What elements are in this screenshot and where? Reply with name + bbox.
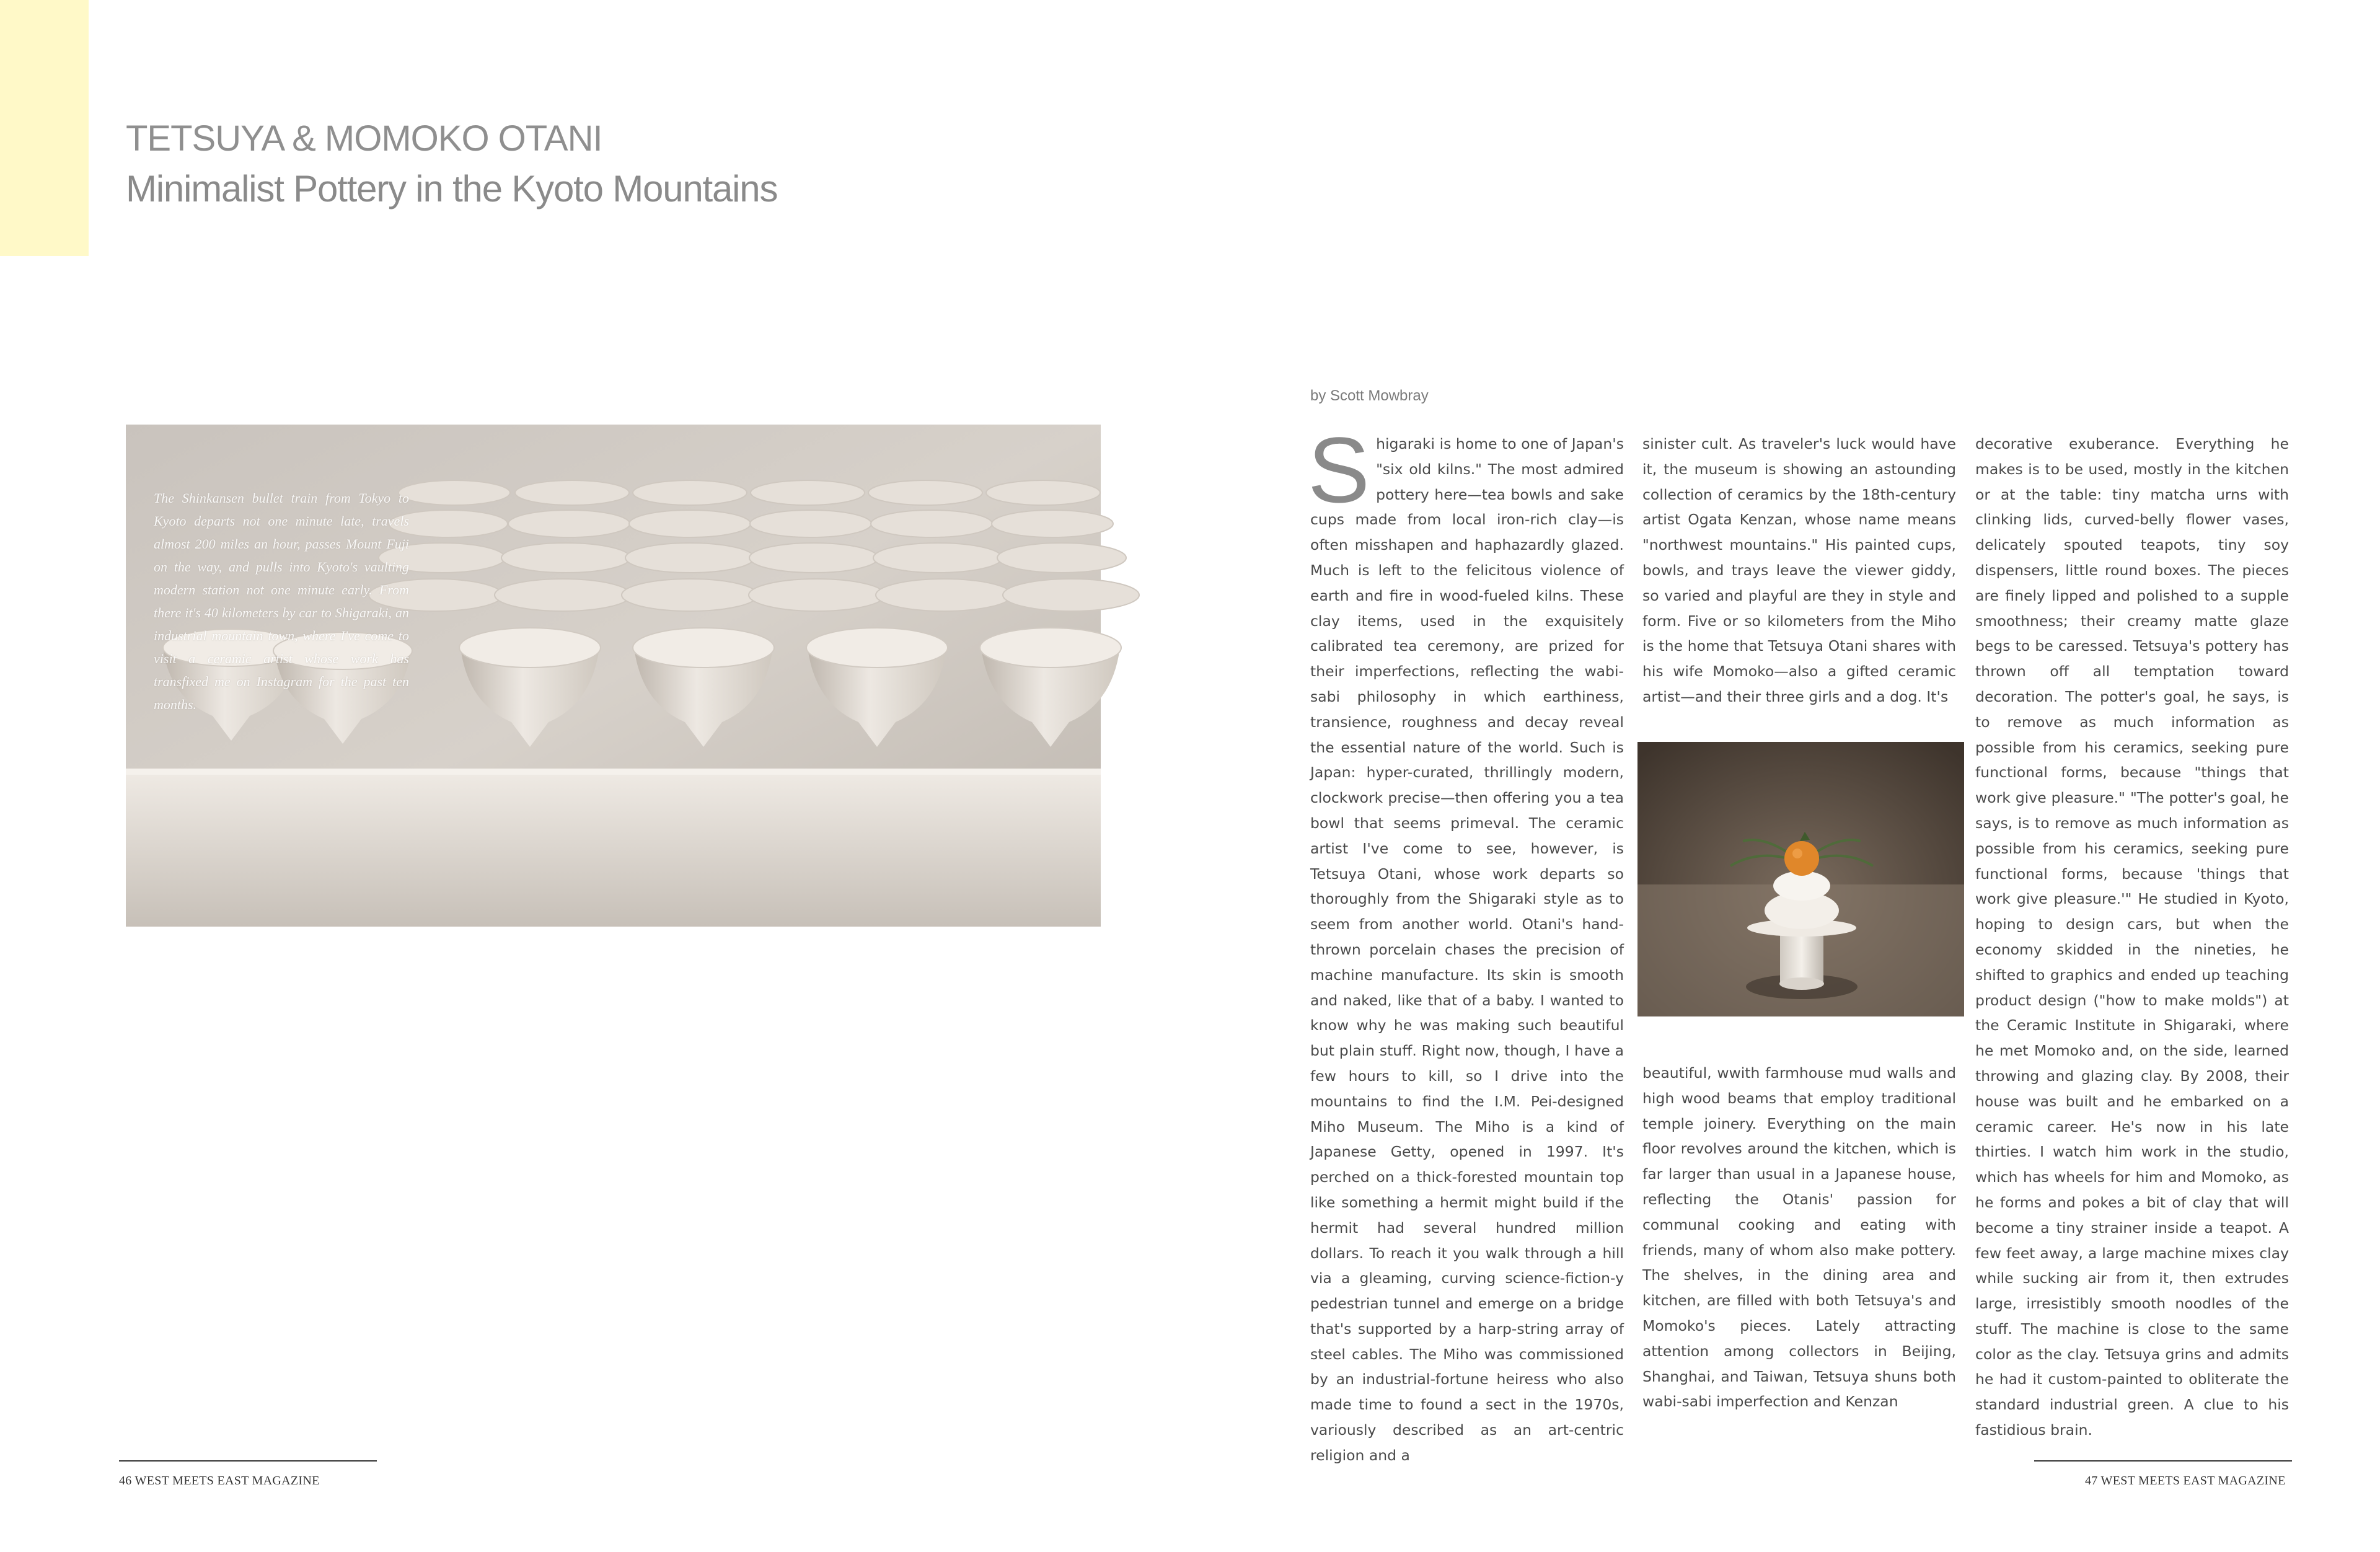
- body-text-col1: higaraki is home to one of Japan's "six old kilns." The most admired pottery here—tea bowls and sake cups made from local iron-rich clay—is often misshapen and haphazardly glazed. Much is left to the felicitous violence of earth and fire in wood-fueled kilns. These clay items, used in the exquisitely calibrated tea ceremony, are prized for their imperfections, reflecting the wabi-sabi philosophy in which earthiness, transience, roughness and decay reveal the essential nature of the world. Such is Japan: hyper-curated, thrillingly modern, clockwork precise—then offering you a tea bowl that seems primeval. The ceramic artist I've come to see, however, is Tetsuya Otani, whose work departs so thoroughly from the Shigaraki style as to seem from another world. Otani's hand-thrown porcelain chases the precision of machine manufacture. Its skin is smooth and naked, like that of a baby. I wanted to know why he was making such beautiful but plain stuff. Right now, though, I have a few hours to kill, so I drive into the mountains to find the I.M. Pei-designed Miho Museum. The Miho is a kind of Japanese Getty, opened in 1997. It's perched on a thick-forested mountain top like something a hermit might build if the hermit had several hundred million dollars. To reach it you walk through a hill via a gleaming, curving science-fiction-y pedestrian tunnel and emerge on a bridge that's supported by a harp-string array of steel cables. The Miho was commissioned by an industrial-fortune heiress who also made time to found a sect in the 1970s, variously described as an art-centric religion and a: [1310, 435, 1624, 1464]
- body-column-1: [1308, 418, 1624, 1468]
- footer-rule-left: [119, 1460, 377, 1462]
- article-headline: Minimalist Pottery in the Kyoto Mountains: [126, 168, 778, 209]
- footer-left: 46 WEST MEETS EAST MAGAZINE: [119, 1474, 320, 1488]
- footer-rule-right: [2034, 1460, 2292, 1462]
- footer-right: 47 WEST MEETS EAST MAGAZINE: [2085, 1474, 2286, 1488]
- accent-color-block: [0, 0, 89, 256]
- byline: by Scott Mowbray: [1310, 387, 1429, 404]
- body-text-col3: decorative exuberance. Everything he makes is to be used, mostly in the kitchen or at the table: tiny matcha urns with clinking lids, curved-belly flower vases, delicately spouted teapots, tiny soy dispensers, little round boxes. The pieces are finely lipped and polished to a supple smoothness; their creamy matte glaze begs to be caressed. Tetsuya's pottery has thrown off all temptation toward decoration. The potter's goal, he says, is to remove as much information as possible from his ceramics, seeking pure functional forms, because "things that work give pleasure." "The potter's goal, he says, is to remove as much information as possible from his ceramics, seeking pure functional forms, because 'things that work give pleasure.'" He studied in Kyoto, hoping to design cars, but when the economy skidded in the nineties, he shifted to graphics and ended up teaching product design ("how to make molds") at the Ceramic Institute in Shigaraki, where he met Momoko and, on the side, learned throwing and glazing clay. By 2008, their house was built and he embarked on a ceramic career. He's now in his late thirties. I watch him work in the studio, which has wheels for him and Momoko, as he forms and pokes a bit of clay that will become a tiny strainer inside a teapot. A few feet away, a large machine mixes clay while sucking air from it, then extrudes large, irresistibly smooth noodles of the stuff. The machine is close to the same color as the clay. Tetsuya grins and admits he had it custom-painted to obliterate the standard industrial green. A clue to his fastidious brain.: [1975, 435, 2289, 1439]
- article-kicker: TETSUYA & MOMOKO OTANI: [126, 118, 602, 159]
- lead-photo-porcelain-cups: [126, 425, 1101, 927]
- body-column-2-top: [1642, 431, 1956, 716]
- body-text-col2-top: sinister cult. As traveler's luck would have it, the museum is showing an astounding collection of ceramics by the 18th-century artist Ogata Kenzan, whose name means "northwest mountains." His painted cups, bowls, and trays leave the viewer giddy, so varied and playful are they in style and form. Five or so kilometers from the Miho is the home that Tetsuya Otani shares with his wife Momoko—also a gifted ceramic artist—and their three girls and a dog. It's: [1642, 435, 1956, 705]
- body-text-col2-bottom: beautiful, wwith farmhouse mud walls and high wood beams that employ traditional temple joinery. Everything on the main floor revolves around the kitchen, which is far larger than usual in a Japanese house, reflecting the Otanis' passion for communal cooking and eating with friends, many of whom also make pottery. The shelves, in the dining area and kitchen, are filled with both Tetsuya's and Momoko's pieces. Lately attracting attention among collectors in Beijing, Shanghai, and Taiwan, Tetsuya shuns both wabi-sabi imperfection and Kenzan: [1642, 1064, 1956, 1411]
- body-column-2-bottom: [1642, 1060, 1956, 1411]
- drop-cap: S: [1308, 418, 1370, 522]
- inline-photo-kagami-mochi: [1637, 742, 1964, 1016]
- body-column-3: [1975, 431, 2289, 1439]
- photo-caption: The Shinkansen bullet train from Tokyo to Kyoto departs not one minute late, travels almost 200 miles an hour, passes Mount Fuji on the way, and pulls into Kyoto's vaulting modern station not one minute early. From there it's 40 kilometers by car to Shigaraki, an industrial mountain town, where I've come to visit a ceramic artist whose work has transfixed me on Instagram for the past ten months.: [154, 490, 409, 712]
- inline-photo-illustration: [1637, 742, 1964, 1016]
